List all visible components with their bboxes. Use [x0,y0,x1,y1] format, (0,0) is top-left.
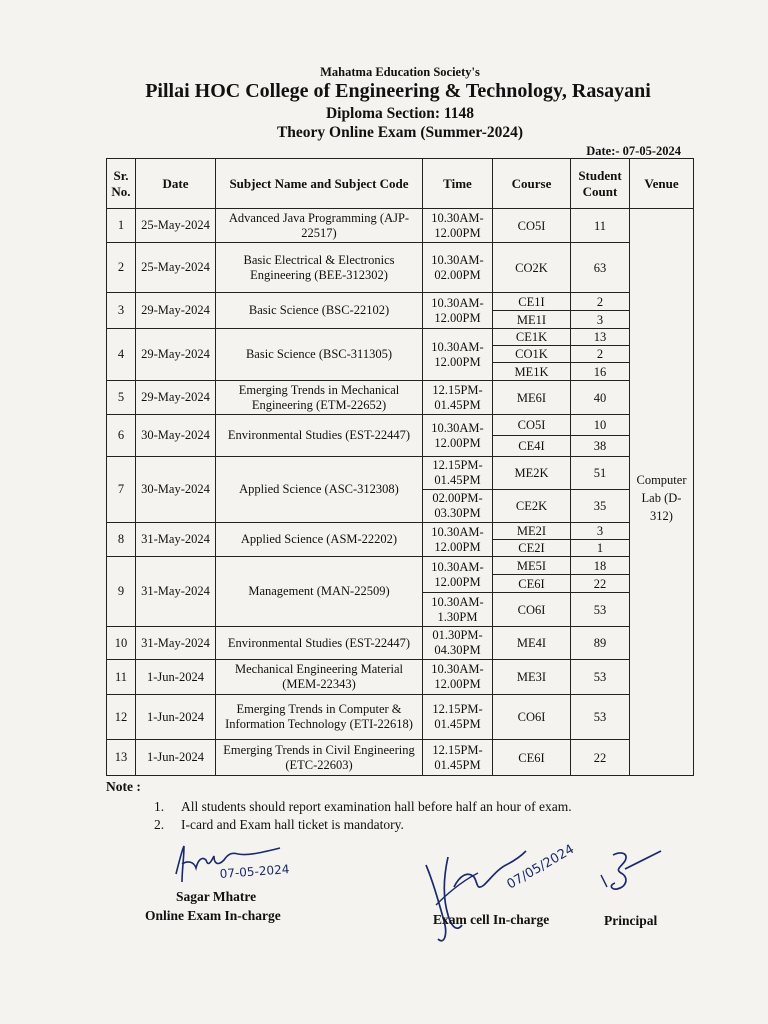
count-cell: 53 [571,593,630,627]
table-row [107,457,694,490]
date-cell: 25-May-2024 [136,243,216,293]
count-cell: 22 [571,575,630,593]
count-cell: 18 [571,557,630,575]
table-row [107,381,694,415]
date-cell: 31-May-2024 [136,557,216,627]
date-cell: 29-May-2024 [136,381,216,415]
note-number: 2. [154,817,165,832]
date-cell: 29-May-2024 [136,293,216,329]
course-cell: ME3I [493,660,571,695]
table-row [107,557,694,575]
table-row [107,415,694,436]
course-cell: ME4I [493,627,571,660]
principal-signature [595,845,675,905]
time-cell: 10.30AM-02.00PM [423,243,493,293]
course-cell: ME2K [493,457,571,490]
time-cell: 02.00PM-03.30PM [423,490,493,523]
table-row [107,660,694,695]
table-header-row [107,159,694,209]
date-cell: 1-Jun-2024 [136,660,216,695]
sr-cell: 6 [107,415,136,457]
course-cell: CE4I [493,436,571,457]
note-number: 1. [154,799,165,814]
subject-cell: Basic Science (BSC-311305) [216,329,423,381]
signatory-role-online: Online Exam In-charge [145,908,281,923]
count-cell: 2 [571,346,630,363]
date-cell: 1-Jun-2024 [136,740,216,776]
subject-cell: Advanced Java Programming (AJP-22517) [216,209,423,243]
middle-sign-date: 07/05/2024 [504,842,577,893]
count-cell: 1 [571,540,630,557]
course-cell: CE2K [493,490,571,523]
date-cell: 31-May-2024 [136,627,216,660]
count-cell: 89 [571,627,630,660]
course-cell: CE2I [493,540,571,557]
table-row [107,740,694,776]
subject-cell: Environmental Studies (EST-22447) [216,627,423,660]
subject-cell: Environmental Studies (EST-22447) [216,415,423,457]
course-cell: CE1K [493,329,571,346]
col-header-count: Student Count [571,159,630,209]
table-row [107,209,694,243]
course-cell: CO1K [493,346,571,363]
note-text: I-card and Exam hall ticket is mandatory. [181,817,404,832]
time-cell: 10.30AM-12.00PM [423,293,493,329]
college-name: Pillai HOC College of Engineering & Technology, Rasayani [145,80,651,102]
col-header-time: Time [423,159,493,209]
count-cell: 13 [571,329,630,346]
subject-cell: Emerging Trends in Civil Engineering (ETC-22603) [216,740,423,776]
course-cell: ME1I [493,311,571,329]
time-cell: 10.30AM-12.00PM [423,415,493,457]
course-cell: ME1K [493,363,571,381]
venue-text: Computer Lab (D-312) [636,473,687,523]
course-cell: CO6I [493,593,571,627]
course-cell: CE1I [493,293,571,311]
count-cell: 53 [571,660,630,695]
sr-cell: 9 [107,557,136,627]
signatory-role-principal: Principal [604,913,658,928]
notice-date: Date:- 07-05-2024 [586,144,681,158]
table-row [107,329,694,346]
diploma-section: Diploma Section: 1148 [325,105,475,122]
date-cell: 25-May-2024 [136,209,216,243]
subject-cell: Emerging Trends in Mechanical Engineering (ETM-22652) [216,381,423,415]
course-cell: CO6I [493,695,571,740]
time-cell: 10.30AM-12.00PM [423,523,493,557]
table-row [107,627,694,660]
sr-cell: 10 [107,627,136,660]
course-cell: ME2I [493,523,571,540]
sr-cell: 2 [107,243,136,293]
date-cell: 30-May-2024 [136,457,216,523]
subject-cell: Mechanical Engineering Material (MEM-22343) [216,660,423,695]
time-cell: 01.30PM-04.30PM [423,627,493,660]
left-sign-date: 07-05-2024 [219,862,290,881]
count-cell: 22 [571,740,630,776]
col-header-course: Course [493,159,571,209]
time-cell: 10.30AM-12.00PM [423,209,493,243]
time-cell: 10.30AM-12.00PM [423,557,493,593]
sr-cell: 11 [107,660,136,695]
venue-cell [630,209,694,776]
subject-cell: Basic Electrical & Electronics Engineering (BEE-312302) [216,243,423,293]
count-cell: 3 [571,311,630,329]
col-header-subject: Subject Name and Subject Code [216,159,423,209]
course-cell: CE6I [493,740,571,776]
society-name: Mahatma Education Society's [320,65,480,79]
count-cell: 3 [571,523,630,540]
count-cell: 11 [571,209,630,243]
course-cell: CO5I [493,415,571,436]
count-cell: 10 [571,415,630,436]
count-cell: 16 [571,363,630,381]
note-item [154,799,572,815]
count-cell: 40 [571,381,630,415]
date-cell: 29-May-2024 [136,329,216,381]
sr-cell: 13 [107,740,136,776]
note-text: All students should report examination hall before half an hour of exam. [181,799,572,814]
subject-cell: Emerging Trends in Computer & Information Technology (ETI-22618) [216,695,423,740]
sr-cell: 7 [107,457,136,523]
course-cell: ME5I [493,557,571,575]
count-cell: 63 [571,243,630,293]
sr-cell: 1 [107,209,136,243]
sr-cell: 8 [107,523,136,557]
course-cell: CO5I [493,209,571,243]
time-cell: 12.15PM-01.45PM [423,740,493,776]
exam-title: Theory Online Exam (Summer-2024) [276,124,524,141]
note-item [154,817,404,833]
online-exam-incharge-signature [168,840,338,890]
time-cell: 10.30AM-12.00PM [423,329,493,381]
course-cell: CE6I [493,575,571,593]
sr-cell: 3 [107,293,136,329]
signatory-role-exam-cell: Exam cell In-charge [433,912,550,927]
time-cell: 12.15PM-01.45PM [423,381,493,415]
note-heading: Note : [106,779,141,794]
exam-schedule-table [106,158,694,776]
signatory-name: Sagar Mhatre [176,889,257,904]
table-row [107,243,694,293]
sr-cell: 5 [107,381,136,415]
col-header-venue: Venue [630,159,694,209]
count-cell: 2 [571,293,630,311]
count-cell: 38 [571,436,630,457]
table-row [107,695,694,740]
subject-cell: Basic Science (BSC-22102) [216,293,423,329]
course-cell: ME6I [493,381,571,415]
exam-cell-incharge-signature [418,835,588,945]
col-header-date: Date [136,159,216,209]
sr-cell: 4 [107,329,136,381]
time-cell: 10.30AM-1.30PM [423,593,493,627]
col-header-sr: Sr. No. [107,159,136,209]
count-cell: 35 [571,490,630,523]
count-cell: 53 [571,695,630,740]
sr-cell: 12 [107,695,136,740]
table-row [107,523,694,540]
date-cell: 31-May-2024 [136,523,216,557]
time-cell: 12.15PM-01.45PM [423,695,493,740]
subject-cell: Management (MAN-22509) [216,557,423,627]
table-row [107,293,694,311]
date-cell: 30-May-2024 [136,415,216,457]
date-cell: 1-Jun-2024 [136,695,216,740]
time-cell: 12.15PM-01.45PM [423,457,493,490]
subject-cell: Applied Science (ASM-22202) [216,523,423,557]
course-cell: CO2K [493,243,571,293]
time-cell: 10.30AM-12.00PM [423,660,493,695]
subject-cell: Applied Science (ASC-312308) [216,457,423,523]
count-cell: 51 [571,457,630,490]
